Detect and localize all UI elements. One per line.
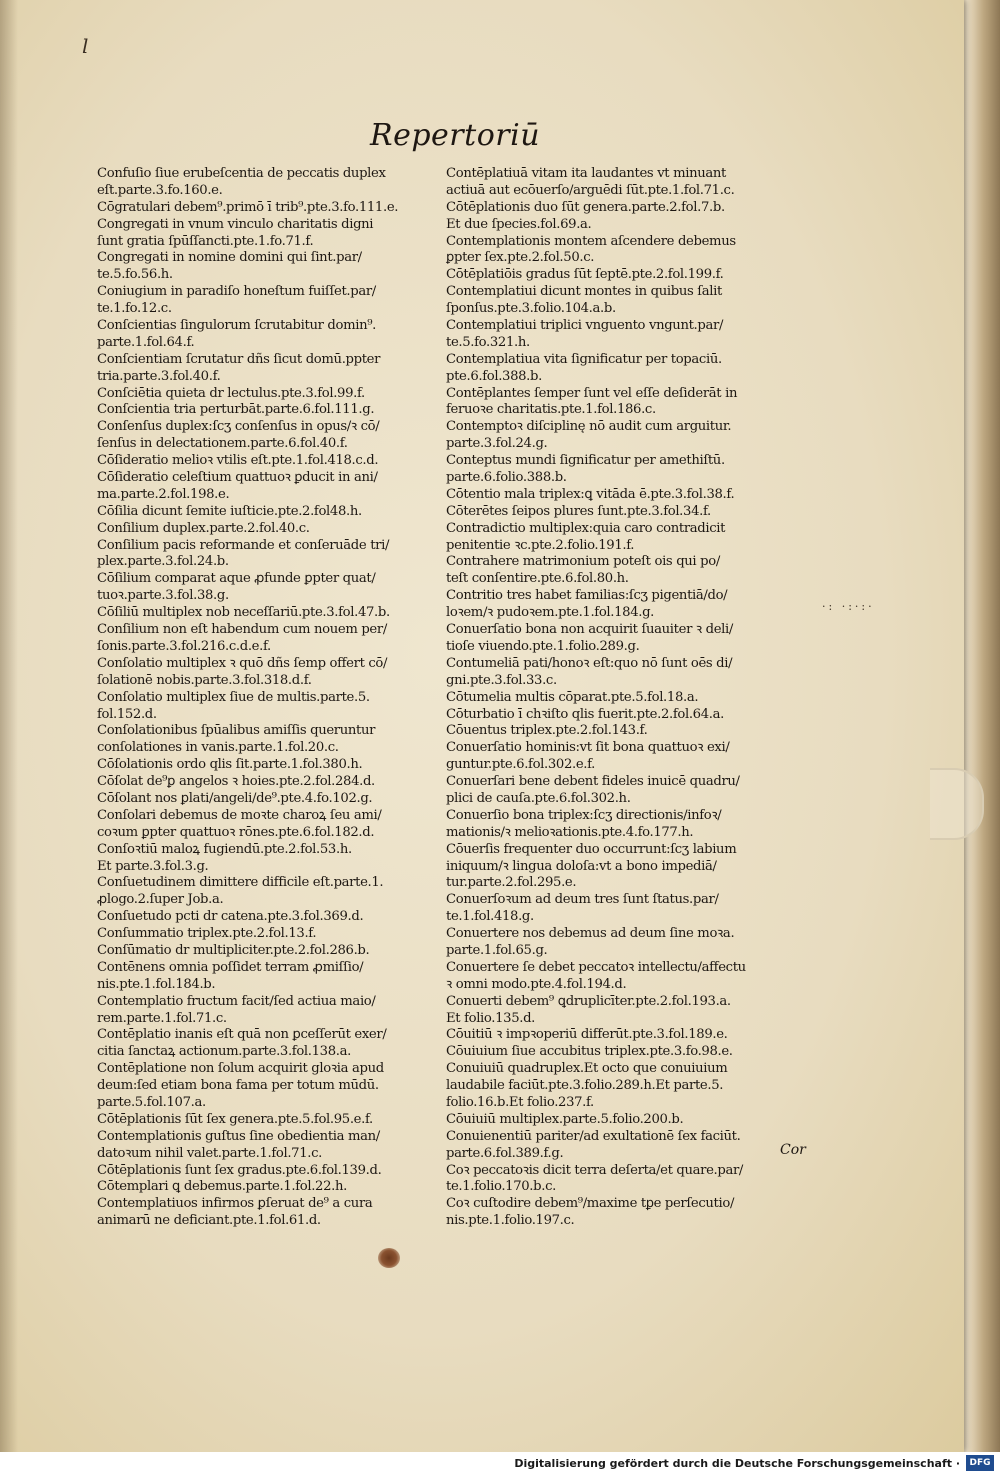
index-line: Cōſilia dicunt ſemite iuſticie.pte.2.fol48.h. [97,503,362,519]
index-line: parte.6.fol.389.f.g. [446,1145,564,1161]
page-clip [930,768,984,840]
index-line: Contēplatio inanis eſt quā non ꝑceſſerūt exer/ [97,1027,387,1043]
index-line: Contēnens omnia poſſidet terram ꝓmiſſio/ [97,959,364,975]
index-line: Conuerti debem⁹ ꝗdruplicīter.pte.2.fol.193.a. [446,993,731,1009]
index-line: Et parte.3.fol.3.g. [97,858,209,874]
index-line: Conſilium duplex.parte.2.fol.40.c. [97,520,310,536]
index-line: Conuerſio bona triplex:ſcʒ directionis/infoꝛ/ [446,807,722,823]
index-line: citia ſanctaꝝ actionum.parte.3.fol.138.a. [97,1044,351,1060]
margin-marks: ·: ·:·:· [822,600,875,613]
index-line: Contemptoꝛ diſciplinę nō audit cum arguitur. [446,419,732,435]
index-line: pte.6.fol.388.b. [446,368,542,384]
index-line: Cōuerſis frequenter duo occurrunt:ſcʒ labium [446,841,737,857]
index-line: parte.6.folio.388.b. [446,470,567,486]
index-line: parte.1.fol.65.g. [446,942,548,958]
index-line: Contemplatiuos infirmos ꝑſeruat de⁹ a cura [97,1196,373,1212]
index-line: Coꝛ cuſtodire debem⁹/maxime tꝑe perſecutio/ [446,1196,735,1212]
index-line: Conſummatio triplex.pte.2.fol.13.f. [97,926,317,942]
ink-stain [378,1248,400,1268]
footer-credit: Digitalisierung gefördert durch die Deutsche Forschungsgemeinschaft · [514,1457,960,1470]
index-line: Contemplatiui triplici vnguento vngunt.par/ [446,318,724,334]
index-line: plex.parte.3.fol.24.b. [97,554,229,570]
index-line: Contrahere matrimonium poteſt ois qui po/ [446,554,720,570]
index-line: Conuerſoꝛum ad deum tres ſunt ſtatus.par/ [446,892,719,908]
index-line: Cōſolant nos ꝑlati/angeli/de⁹.pte.4.fo.102.g. [97,790,373,806]
index-line: tioſe viuendo.pte.1.folio.289.g. [446,638,640,654]
index-line: Conſilium pacis reformande et conſeruāde tri/ [97,537,390,553]
index-line: ſonis.parte.3.fol.216.c.d.e.f. [97,638,271,654]
left-column [97,166,445,1230]
corner-mark: l [82,34,89,58]
index-line: Congregati in vnum vinculo charitatis digni [97,216,374,232]
index-line: Contemplatiui dicunt montes in quibus ſalit [446,284,722,300]
index-line: nis.pte.1.folio.197.c. [446,1213,575,1229]
index-line: Cōterētes ſeipos plures ſunt.pte.3.fol.34.f. [446,503,711,519]
index-line: Contemplatio fructum facit/ſed actiua maio/ [97,993,376,1009]
index-line: tur.parte.2.fol.295.e. [446,875,577,891]
index-line: tuoꝛ.parte.3.fol.38.g. [97,588,229,604]
index-line: Congregati in nomine domini qui ſint.par/ [97,250,362,266]
index-line: Conuerſatio bona non acquirit ſuauiter ꝛ deli/ [446,622,733,638]
index-line: Conſenſus duplex:ſcʒ conſenſus in opus/ꝛ cō/ [97,419,380,435]
index-line: gni.pte.3.fol.33.c. [446,672,557,688]
index-line: Contēplatiuā vitam ita laudantes vt minuant [446,166,727,181]
index-line: Conſilium non eſt habendum cum nouem per/ [97,622,387,638]
index-line: Cōuitiū ꝛ impꝛoperiū differūt.pte.3.fol.189.e. [446,1027,728,1043]
index-line: Contumeliā pati/honoꝛ eſt:quo nō ſunt oēs di/ [446,655,733,671]
index-line: Conſolatio multiplex ſiue de multis.parte.5. [97,689,370,705]
index-line: te.5.fo.56.h. [97,267,173,283]
index-line: Cōſolationis ordo qlis ſit.parte.1.fol.380.h. [97,757,363,773]
index-line: Conuertere nos debemus ad deum ſine moꝛa. [446,926,735,942]
index-line: parte.1.fol.64.f. [97,334,195,350]
index-line: Cōtēplationis ſunt ſex gradus.pte.6.fol.139.d. [97,1162,382,1178]
index-line: Conuienentiū pariter/ad exultationē ſex faciūt. [446,1128,741,1144]
index-line: Contritio tres habet familias:ſcʒ pigentiā/do/ [446,588,728,604]
index-line: Cōturbatio ī chꝛiſto qlis fuerit.pte.2.fol.64.a. [446,706,724,722]
index-line: Cōſideratio celeſtium quattuoꝛ ꝑducit in ani/ [97,470,378,486]
index-line: te.1.fol.418.g. [446,909,534,925]
index-line: Cōſideratio melioꝛ vtilis eſt.pte.1.fol.418.c.d. [97,453,379,469]
index-line: feruoꝛe charitatis.pte.1.fol.186.c. [446,402,656,418]
index-line: Conſolari debemus de moꝛte charoꝝ ſeu ami/ [97,807,382,823]
index-line: Contēplantes ſemper ſunt vel eſſe deſiderāt in [446,385,738,401]
index-line: Conſciētia quieta dr lectulus.pte.3.fol.99.f. [97,385,365,401]
index-line: ſenſus in delectationem.parte.6.fol.40.f. [97,436,348,452]
index-line: rem.parte.1.fol.71.c. [97,1010,227,1026]
index-line: datoꝛum nihil valet.parte.1.fol.71.c. [97,1145,322,1161]
index-line: Conſuetudinem dimittere difficile eſt.parte.1. [97,875,384,891]
index-line: parte.5.fol.107.a. [97,1094,206,1110]
index-line: penitentie ꝛc.pte.2.folio.191.f. [446,537,635,553]
index-line: guntur.pte.6.fol.302.e.f. [446,757,596,773]
index-line: conſolationes in vanis.parte.1.fol.20.c. [97,740,339,756]
index-line: ſolationē nobis.parte.3.fol.318.d.f. [97,672,312,688]
index-line: laudabile faciūt.pte.3.folio.289.h.Et parte.5. [446,1078,724,1094]
right-column [446,166,794,1230]
index-line: Et folio.135.d. [446,1010,536,1026]
index-line: ma.parte.2.fol.198.e. [97,486,230,502]
index-line: Cōtēplationis ſūt ſex genera.pte.5.fol.95.e.f. [97,1111,373,1127]
index-line: coꝛum ꝑpter quattuoꝛ rōnes.pte.6.fol.182.d. [97,824,375,840]
index-line: Contemplatiua vita ſignificatur per topaciū. [446,351,722,367]
index-line: loꝛem/ꝛ pudoꝛem.pte.1.fol.184.g. [446,605,655,621]
index-line: Contēplatione non ſolum acquirit gloꝛia apud [97,1061,384,1077]
index-line: animarū ne deficiant.pte.1.fol.61.d. [97,1213,321,1229]
index-line: ſponſus.pte.3.folio.104.a.b. [446,301,616,317]
index-line: Contemplationis guſtus ſine obedientia man/ [97,1128,380,1144]
index-line: te.1.fo.12.c. [97,301,172,317]
index-line: te.5.fo.321.h. [446,334,530,350]
index-line: Cōſilium comparat aque ꝓfunde ꝑpter quat/ [97,571,376,587]
index-line: Cōtēplatiōis gradus ſūt ſeptē.pte.2.fol.199.f. [446,267,724,283]
index-line: Cōſolat de⁹ꝑ angelos ꝛ hoies.pte.2.fol.284.d. [97,774,375,790]
index-line: Et due ſpecies.fol.69.a. [446,216,592,232]
index-line: Conteptus mundi ſignificatur per amethiſtū. [446,453,725,469]
index-line: ꝓlogo.2.ſuper Job.a. [97,892,224,908]
footer-bar [0,1452,1000,1476]
index-line: Cōuiuium ſiue accubitus triplex.pte.3.fo.98.e. [446,1044,733,1060]
index-line: Conſuetudo pcti dr catena.pte.3.fol.369.d. [97,909,364,925]
index-line: iniquum/ꝛ lingua doloſa:vt a bono impediā/ [446,858,717,874]
index-line: Cōtentio mala triplex:ꝗ vitāda ē.pte.3.fol.38.f. [446,486,735,502]
index-line: te.1.folio.170.b.c. [446,1179,556,1195]
index-line: tria.parte.3.fol.40.f. [97,368,221,384]
index-line: mationis/ꝛ melioꝛationis.pte.4.fo.177.h. [446,824,694,840]
gutter-shadow [0,0,18,1452]
index-line: parte.3.fol.24.g. [446,436,548,452]
index-line: ꝛ omni modo.pte.4.fol.194.d. [446,976,627,992]
index-line: Cōtemplari ꝗ debemus.parte.1.fol.22.h. [97,1179,347,1195]
index-line: eſt.parte.3.fo.160.e. [97,182,223,198]
index-line: Conuertere ſe debet peccatoꝛ intellectu/affectu [446,959,746,975]
index-line: nis.pte.1.fol.184.b. [97,976,216,992]
index-line: Conſcientia tria perturbāt.parte.6.fol.111.g. [97,402,375,418]
index-line: actiuā aut ecōuerſo/arguēdi ſūt.pte.1.fol.71.c. [446,182,735,198]
dfg-logo-icon: DFG [966,1455,994,1471]
index-line: Conuerſari bene debent fideles inuicē quadru/ [446,774,740,790]
index-line: Conſūmatio dr multipliciter.pte.2.fol.286.b. [97,942,370,958]
index-line: Conuiuiū quadruplex.Et octo que conuiuium [446,1061,728,1077]
index-line: Cōuiuiū multiplex.parte.5.folio.200.b. [446,1111,684,1127]
index-line: Contradictio multiplex:quia caro contradicit [446,520,726,536]
catchword: Cor [780,1142,806,1158]
index-line: ꝑpter ſex.pte.2.fol.50.c. [446,250,595,266]
index-line: Conſcientias ſingulorum ſcrutabitur domin⁹. [97,318,377,334]
index-line: Cōgratulari debem⁹.primō ī trib⁹.pte.3.fo.111.e. [97,199,399,215]
index-line: Conſolationibus ſpūalibus amiſſis queruntur [97,723,376,739]
index-line: Conſcientiam ſcrutatur dñs ſicut domū.ppter [97,351,381,367]
index-line: fol.152.d. [97,706,157,722]
index-line: Conſoꝛtiū maloꝝ fugiendū.pte.2.fol.53.h. [97,841,352,857]
index-line: plici de cauſa.pte.6.fol.302.h. [446,790,631,806]
index-line: Cōtumelia multis cōparat.pte.5.fol.18.a. [446,689,699,705]
index-line: Conuerſatio hominis:vt ſit bona quattuoꝛ exi/ [446,740,730,756]
index-line: Contemplationis montem aſcendere debemus [446,233,736,249]
page-heading: Repertoriū [370,118,541,153]
index-line: Cōſiliū multiplex nob neceſſariū.pte.3.fol.47.b. [97,605,390,621]
index-line: ſunt gratia ſpūſſancti.pte.1.fo.71.f. [97,233,314,249]
index-line: deum:ſed etiam bona fama per totum mūdū. [97,1078,379,1094]
index-line: Coniugium in paradiſo honeſtum fuiſſet.par/ [97,284,376,300]
index-line: Cōtēplationis duo ſūt genera.parte.2.fol.7.b. [446,199,725,215]
index-line: Confuſio ſiue erubeſcentia de peccatis duplex [97,166,386,181]
index-line: teſt conſentire.pte.6.fol.80.h. [446,571,629,587]
index-line: folio.16.b.Et folio.237.f. [446,1094,594,1110]
index-line: Conſolatio multiplex ꝛ quō dñs ſemp offert cō/ [97,655,388,671]
index-line: Cōuentus triplex.pte.2.fol.143.f. [446,723,648,739]
index-line: Coꝛ peccatoꝛis dicit terra deſerta/et quare.par/ [446,1162,744,1178]
